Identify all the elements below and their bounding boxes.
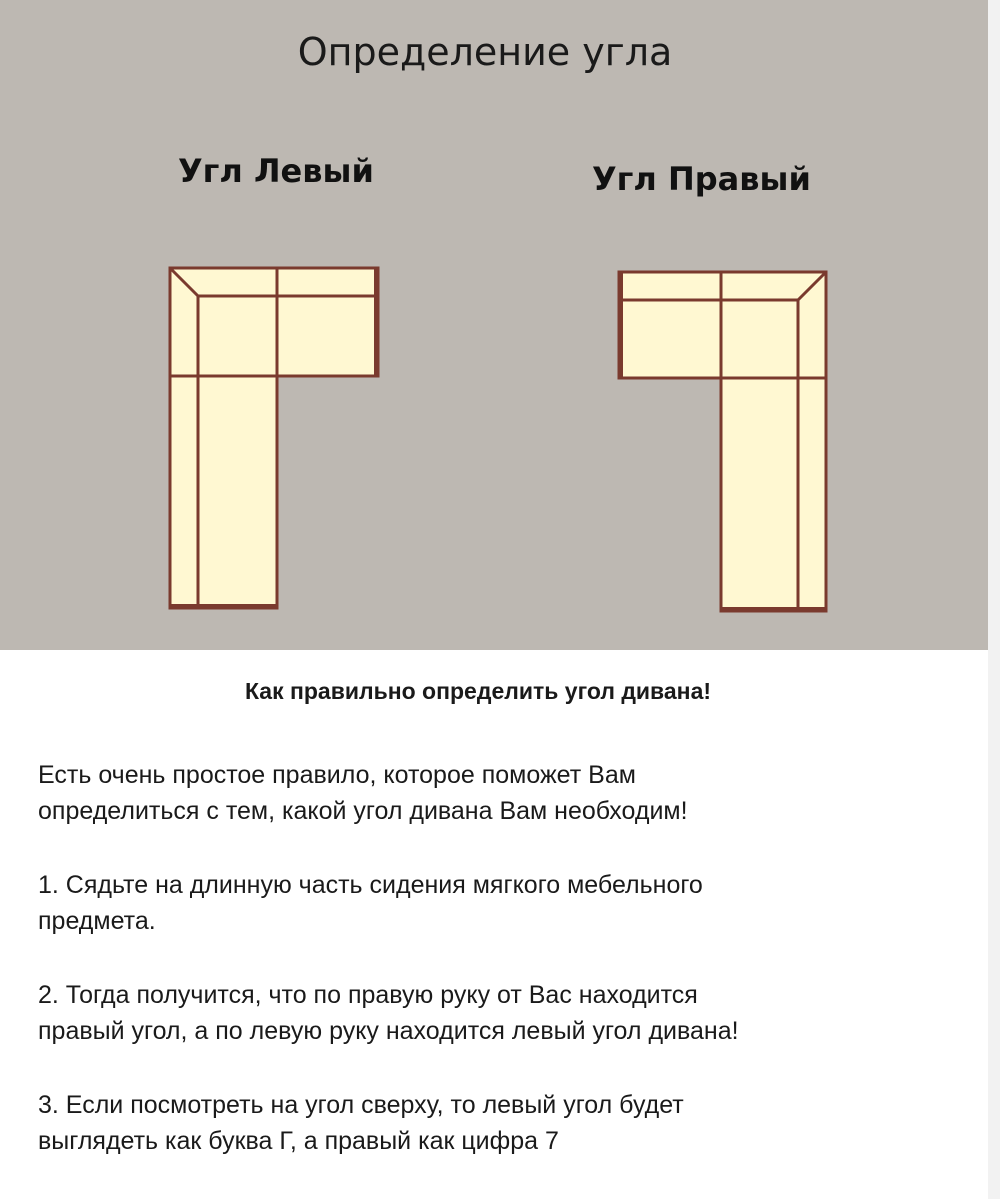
right-corner-sofa: [619, 272, 826, 611]
instructions-heading: Как правильно определить угол дивана!: [244, 678, 712, 704]
right-margin-strip: [988, 0, 1000, 1199]
page-title: Определение угла: [297, 30, 673, 74]
step-1: 1. Сядьте на длинную часть сидения мягкого мебельного предмета.: [38, 871, 703, 935]
step-3: 3. Если посмотреть на угол сверху, то левый угол будет выглядеть как буква Г, а правый как цифра 7: [38, 1091, 684, 1155]
intro-paragraph: Есть очень простое правило, которое поможет Вам определиться с тем, какой угол дивана Вам необходим!: [38, 761, 688, 825]
right-corner-label: Угл Правый: [592, 160, 811, 198]
instructions: [38, 678, 958, 1197]
left-corner-sofa: [170, 268, 378, 608]
left-corner-label: Угл Левый: [178, 152, 374, 190]
step-2: 2. Тогда получится, что по правую руку от Вас находится правый угол, а по левую руку находится левый угол дивана!: [38, 981, 739, 1045]
left-sofa-outline: [170, 268, 378, 608]
